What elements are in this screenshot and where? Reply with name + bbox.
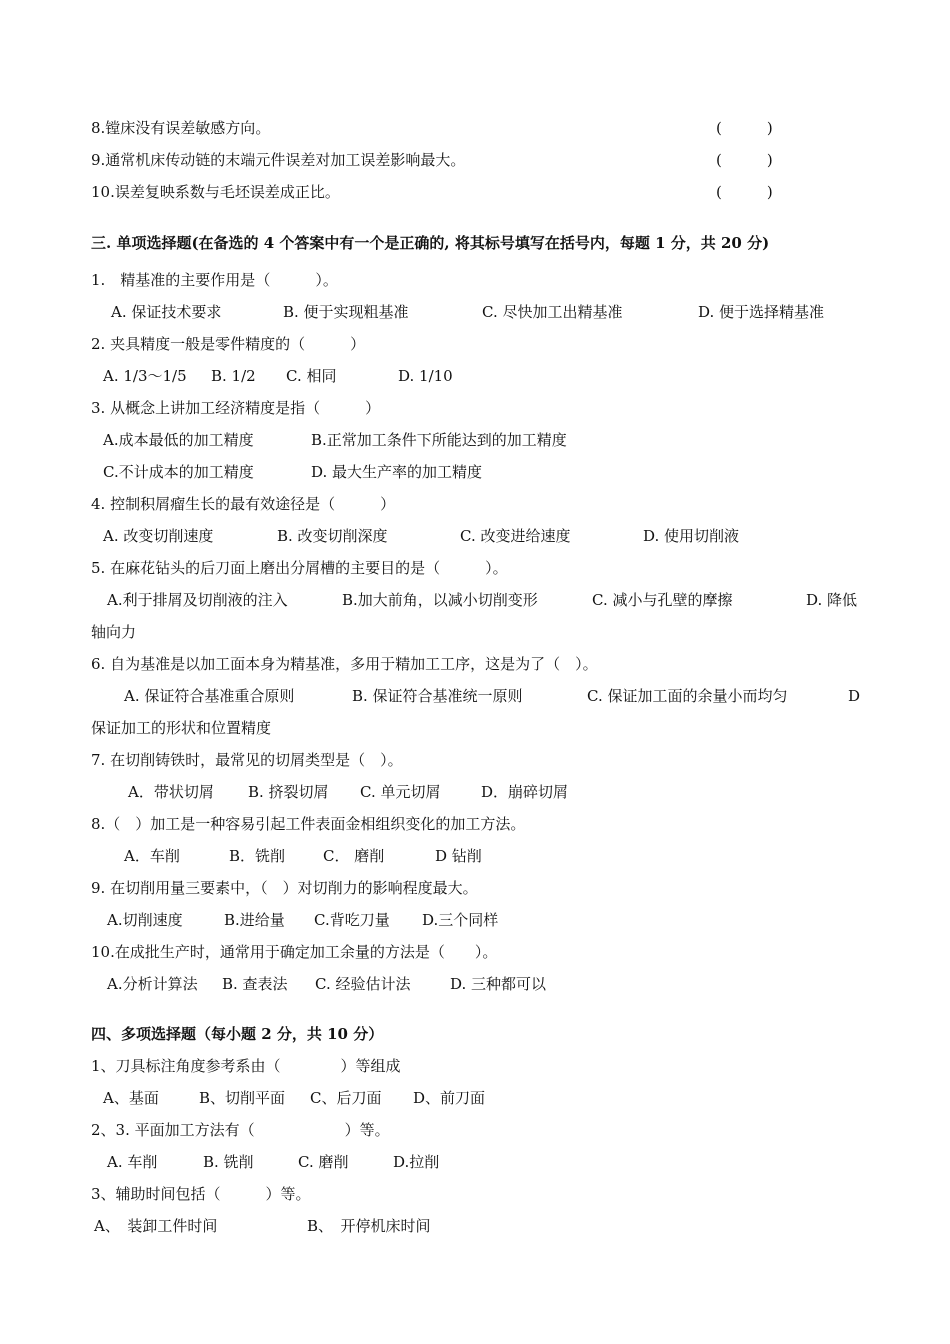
- option-c: C. 减小与孔壁的摩擦: [592, 591, 733, 609]
- option-c: C. 尽快加工出精基准: [482, 303, 623, 321]
- option-a: A. 1/3～1/5: [103, 367, 187, 385]
- question-stem: 3. 从概念上讲加工经济精度是指（ ）: [91, 399, 381, 417]
- option-c: C.背吃刀量: [314, 911, 390, 929]
- tf-answer-paren[interactable]: ( ): [716, 183, 773, 201]
- question-stem: 5. 在麻花钻头的后刀面上磨出分屑槽的主要目的是（ ）。: [91, 559, 508, 577]
- tf-item-8: 8.镗床没有误差敏感方向。: [91, 119, 271, 137]
- option-b: B. 便于实现粗基准: [283, 303, 409, 321]
- question-stem: 4. 控制积屑瘤生长的最有效途径是（ ）: [91, 495, 396, 513]
- option-b: B、 开停机床时间: [307, 1217, 431, 1235]
- option-d: D．崩碎切屑: [481, 783, 569, 801]
- option-c: C. 经验估计法: [315, 975, 411, 993]
- tf-item-10: 10.误差复映系数与毛坯误差成正比。: [91, 183, 340, 201]
- option-a: A.成本最低的加工精度: [103, 431, 254, 449]
- option-c: C. 保证加工面的余量小而均匀: [587, 687, 788, 705]
- option-c: C. 相同: [286, 367, 337, 385]
- question-stem: 2、3. 平面加工方法有（ ）等。: [91, 1121, 390, 1139]
- option-b: B. 1/2: [211, 367, 256, 385]
- option-b: B. 改变切削深度: [277, 527, 388, 545]
- option-c: C.不计成本的加工精度: [103, 463, 254, 481]
- option-b: B. 保证符合基准统一原则: [352, 687, 523, 705]
- option-d: D. 1/10: [398, 367, 453, 385]
- tf-answer-paren[interactable]: ( ): [716, 151, 773, 169]
- option-c: C. 磨削: [298, 1153, 349, 1171]
- option-d: D、前刀面: [413, 1089, 486, 1107]
- option-d: D: [848, 687, 861, 705]
- section-3-heading: 三. 单项选择题(在备选的 4 个答案中有一个是正确的, 将其标号填写在括号内，每题 1 分，共 20 分): [91, 234, 770, 252]
- option-d: D.拉削: [393, 1153, 440, 1171]
- option-c: C. 单元切屑: [360, 783, 441, 801]
- option-a: A．带状切屑: [128, 783, 214, 801]
- option-a: A. 车削: [107, 1153, 158, 1171]
- option-d: D. 使用切削液: [643, 527, 740, 545]
- option-continuation: 保证加工的形状和位置精度: [91, 719, 272, 737]
- option-a: A.利于排屑及切削液的注入: [107, 591, 288, 609]
- option-d: D.三个同样: [422, 911, 499, 929]
- question-stem: 2. 夹具精度一般是零件精度的（ ）: [91, 335, 366, 353]
- option-continuation: 轴向力: [91, 623, 137, 641]
- question-stem: 9. 在切削用量三要素中，（ ）对切削力的影响程度最大。: [91, 879, 478, 897]
- option-b: B、切削平面: [199, 1089, 286, 1107]
- option-a: A. 保证技术要求: [111, 303, 222, 321]
- option-d: D. 三种都可以: [450, 975, 547, 993]
- option-c: C. 改变进给速度: [460, 527, 571, 545]
- question-stem: 10.在成批生产时，通常用于确定加工余量的方法是（ ）。: [91, 943, 498, 961]
- question-stem: 6. 自为基准是以加工面本身为精基准，多用于精加工工序，这是为了（ ）。: [91, 655, 598, 673]
- option-a: A. 改变切削速度: [103, 527, 214, 545]
- option-b: B．铣削: [229, 847, 286, 865]
- tf-answer-paren[interactable]: ( ): [716, 119, 773, 137]
- option-a: A. 保证符合基准重合原则: [124, 687, 295, 705]
- option-a: A.分析计算法: [107, 975, 198, 993]
- option-b: B. 查表法: [222, 975, 288, 993]
- option-b: B. 铣削: [203, 1153, 254, 1171]
- section-4-heading: 四、多项选择题（每小题 2 分，共 10 分）: [91, 1025, 384, 1043]
- option-b: B. 挤裂切屑: [248, 783, 329, 801]
- option-c: C． 磨削: [323, 847, 385, 865]
- tf-item-9: 9.通常机床传动链的末端元件误差对加工误差影响最大。: [91, 151, 466, 169]
- option-a: A.切削速度: [107, 911, 183, 929]
- option-d: D. 降低: [806, 591, 858, 609]
- question-stem: 1、刀具标注角度参考系由（ ）等组成: [91, 1057, 401, 1075]
- option-a: A．车削: [124, 847, 180, 865]
- option-d: D 钻削: [435, 847, 482, 865]
- option-d: D. 最大生产率的加工精度: [311, 463, 483, 481]
- option-a: A、 装卸工件时间: [94, 1217, 218, 1235]
- option-b: B.加大前角，以减小切削变形: [342, 591, 538, 609]
- question-stem: 7. 在切削铸铁时，最常见的切屑类型是（ ）。: [91, 751, 403, 769]
- question-stem: 1. 精基准的主要作用是（ ）。: [91, 271, 338, 289]
- option-c: C、后刀面: [310, 1089, 382, 1107]
- option-b: B.进给量: [224, 911, 285, 929]
- option-d: D. 便于选择精基准: [698, 303, 825, 321]
- option-a: A、基面: [103, 1089, 159, 1107]
- option-b: B.正常加工条件下所能达到的加工精度: [311, 431, 567, 449]
- question-stem: 8.（ ）加工是一种容易引起工件表面金相组织变化的加工方法。: [91, 815, 526, 833]
- question-stem: 3、辅助时间包括（ ）等。: [91, 1185, 311, 1203]
